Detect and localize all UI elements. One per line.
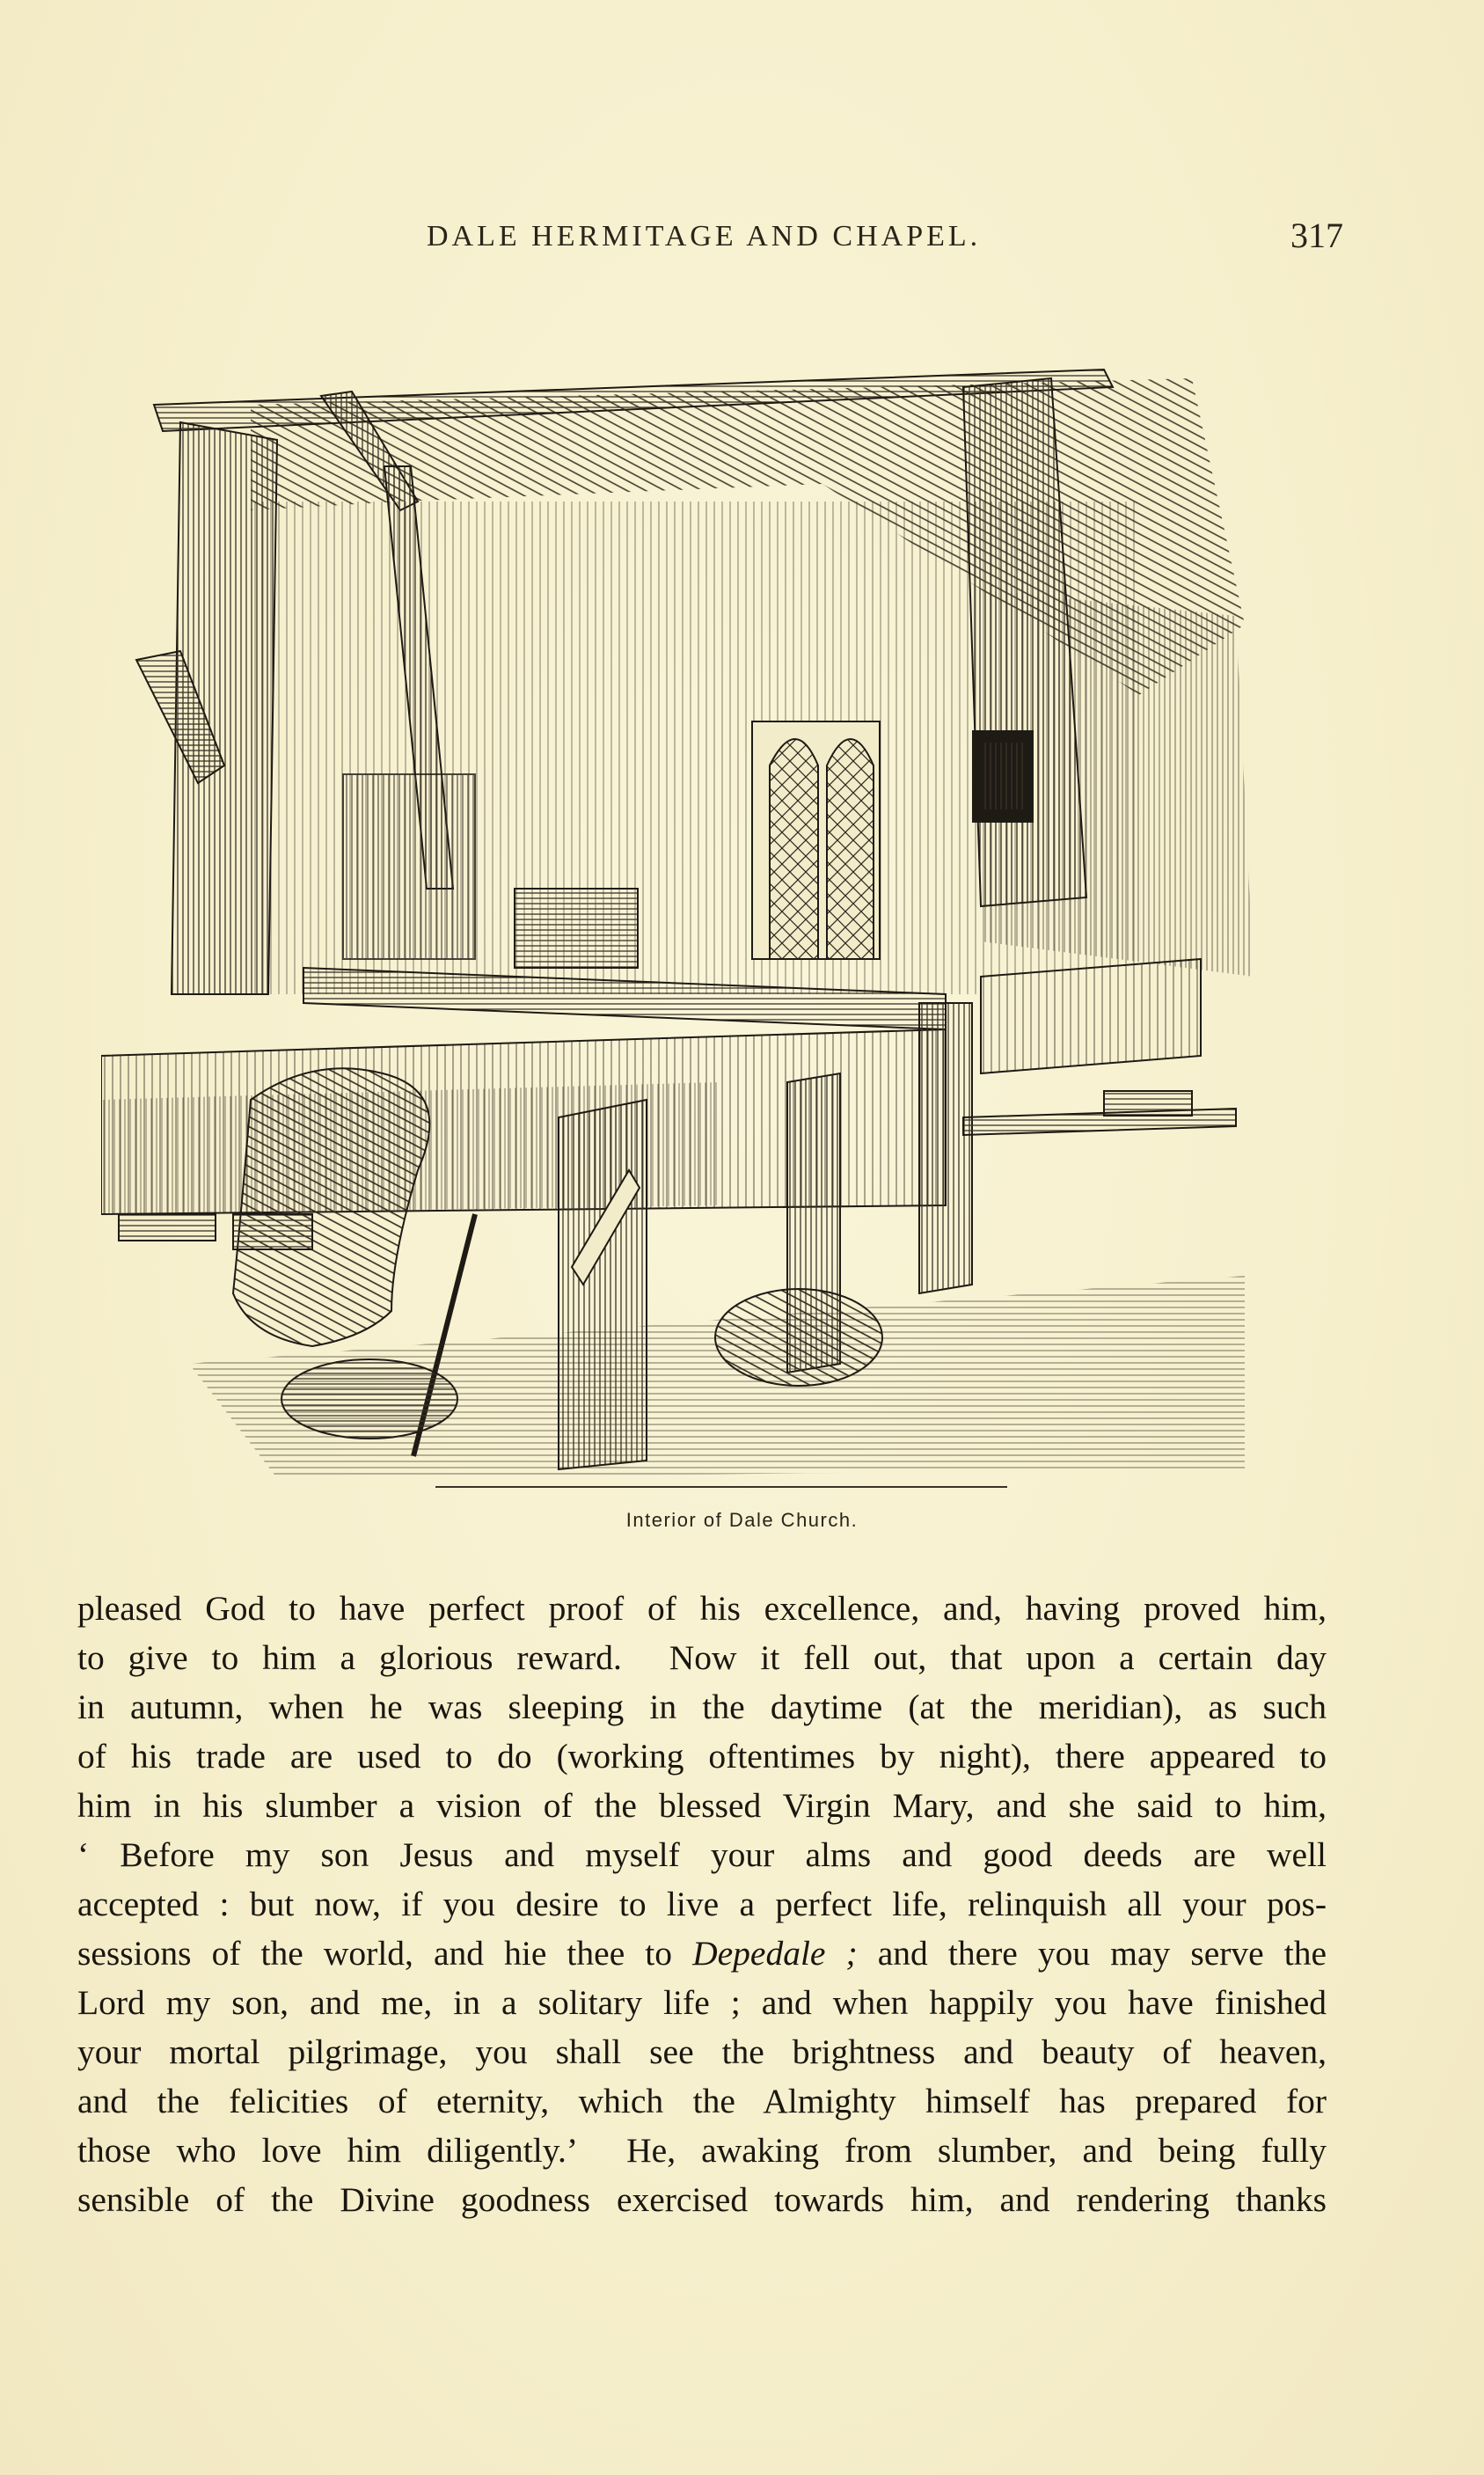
cloak [233,1068,429,1346]
text-line: sensible of the Divine goodness exercised towards him, and rendering thanks [77,2180,1327,2219]
text-line: Lord my son, and me, in a solitary life ; and when happily you have finished [77,1983,1327,2022]
text-line: him in his slumber a vision of the blessed Virgin Mary, and she said to him, [77,1786,1327,1825]
page-number: 317 [1290,216,1343,255]
text-line: your mortal pilgrimage, you shall see the brightness and beauty of heaven, [77,2032,1327,2071]
figure-caption: Interior of Dale Church. [625,1509,859,1531]
text-line: and the felicities of eternity, which the Almighty himself has prepared for [77,2082,1327,2120]
text-line: sessions of the world, and hie thee to Depedale ; and there you may serve the [77,1934,1327,1973]
text-line: to give to him a glorious reward. Now it fell out, that upon a certain day [77,1638,1327,1677]
text-line: of his trade are used to do (working oftentimes by night), there appeared to [77,1737,1327,1776]
text-line: pleased God to have perfect proof of his excellence, and, having proved him, [77,1589,1327,1628]
body-text [77,1584,1327,2224]
text-line: those who love him diligently.’ He, awaking from slumber, and being fully [77,2131,1327,2170]
running-title: DALE HERMITAGE AND CHAPEL. [427,220,982,253]
place-name-italic: Depedale ; [692,1934,858,1973]
text-line: in autumn, when he was sleeping in the daytime (at the meridian), as such [77,1688,1327,1726]
text-line: accepted : but now, if you desire to live a perfect life, relinquish all your pos- [77,1885,1327,1923]
running-head [427,216,1343,264]
church-interior-engraving [101,326,1298,1505]
text-line: ‘ Before my son Jesus and myself your alms and good deeds are well [77,1835,1327,1874]
